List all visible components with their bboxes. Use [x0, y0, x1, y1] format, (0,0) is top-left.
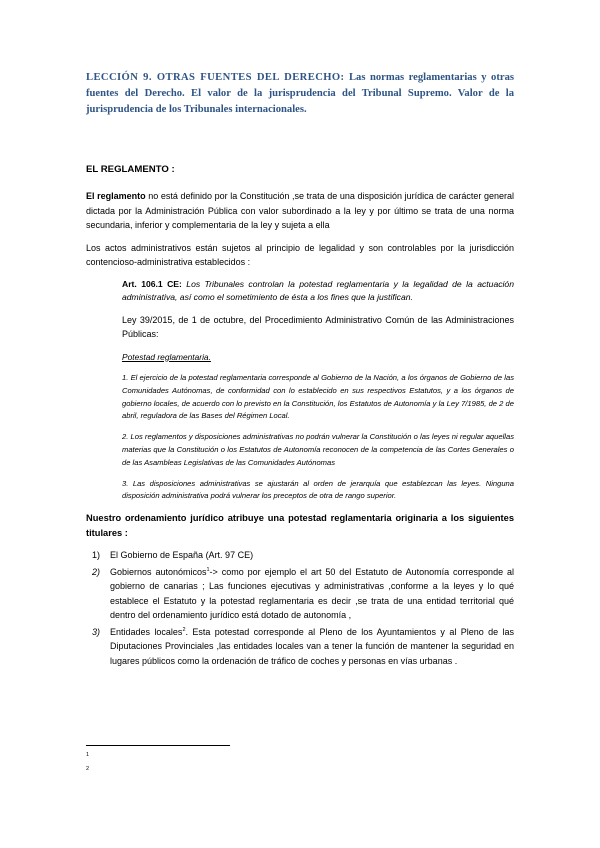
titulares-list: [86, 548, 514, 668]
lesson-tag: LECCIÓN 9. OTRAS FUENTES DEL DERECHO:: [86, 72, 345, 83]
section-heading: EL REGLAMENTO :: [86, 164, 175, 175]
footnote-ref-2[interactable]: 2: [182, 626, 186, 633]
footnote-1: 1: [86, 752, 90, 758]
list-text: Entidades locales: [110, 626, 183, 637]
law-paragraph-2: 2. Los reglamentos y disposiciones administrativas no podrán vulnerar la Constitución o las leyes ni regular aquellas materias que la Constitución o los Estatutos de Autonomía reconocen de la competencia de las Cortes Generales o de las Asambleas Legislativas de las Comunidades Autónomas: [122, 432, 514, 467]
list-item: [86, 565, 514, 623]
footnote-ref-1[interactable]: 1: [206, 566, 210, 573]
lesson-subtitle: Las normas reglamentarias y otras fuentes del Derecho. El valor de la jurisprudencia del Tribunal Supremo. Valor de la jurisprudencia de los Tribunales internacionales.: [86, 72, 514, 115]
acts-paragraph: Los actos administrativos están sujetos al principio de legalidad y son controlables por la jurisdicción contencioso-administrativa establecidos :: [86, 242, 514, 267]
list-item: [86, 625, 514, 669]
intro-text: no está definido por la Constitución ,se trata de una disposición jurídica de carácter general dictada por la Administración Pública con valor subordinado a la ley y por último se trata de una norma secundaria, inferior y complementaria de la ley y sujeta a ella: [86, 191, 514, 230]
footnote-divider: [86, 745, 230, 746]
law-paragraph-3: 3. Las disposiciones administrativas se ajustarán al orden de jerarquía que establezcan las leyes. Ninguna disposición administrativa podrá vulnerar los preceptos de otra de rango superior.: [122, 478, 514, 501]
potestad-label: Potestad reglamentaria.: [122, 351, 211, 362]
list-number: 1): [92, 550, 101, 561]
lesson-title: [86, 70, 514, 118]
list-text-after: -> como por ejemplo el art 50 del Estatuto de Autonomía corresponde al gobierno de canarias ; Las funciones ejecutivas y administrativas ,conforme a la leyes y lo qué establece el Estatuto y la potestad reglamentaria es decir ,se trata de una entidad territorial qué dentro del ordenamiento jurídico está dotado de autonomía ,: [110, 566, 515, 621]
list-text-after: . Esta potestad corresponde al Pleno de los Ayuntamientos y al Pleno de las Diputaciones Provinciales ,las entidades locales van a tener la función de mantener la seguridad en lugares públicos como la ordenación de tráfico de coches y personas en vías urbanas .: [110, 626, 515, 666]
law-reference: Ley 39/2015, de 1 de octubre, del Procedimiento Administrativo Común de las Administraciones Públicas:: [122, 314, 514, 339]
list-number: 3): [92, 626, 101, 637]
intro-paragraph: [86, 189, 514, 233]
article-ref: Art. 106.1 CE:: [122, 278, 182, 289]
list-text: Gobiernos autonómicos: [110, 566, 207, 577]
list-text: El Gobierno de España (Art. 97 CE): [110, 550, 254, 561]
list-item: [86, 548, 514, 563]
law-paragraph-1: 1. El ejercicio de la potestad reglamentaria corresponde al Gobierno de la Nación, a los órganos de Gobierno de las Comunidades Autónomas, de conformidad con lo establecido en sus respectivos Estatutos, y a los órganos de gobierno locales, de acuerdo con lo previsto en la Constitución, los Estatutos de Autonomía y la Ley 7/1985, de 2 de abril, reguladora de las Bases del Régimen Local.: [122, 373, 514, 421]
ordenamiento-paragraph: Nuestro ordenamiento jurídico atribuye una potestad reglamentaria originaria a los siguientes titulares :: [86, 513, 514, 538]
list-number: 2): [92, 566, 101, 577]
intro-bold-lead: El reglamento: [86, 191, 146, 201]
article-text: Los Tribunales controlan la potestad reglamentaria y la legalidad de la actuación administrativa, así como el sometimiento de ésta a los fines que la justifican.: [122, 278, 514, 302]
footnote-2: 2: [86, 766, 90, 772]
article-quote: [122, 278, 514, 305]
